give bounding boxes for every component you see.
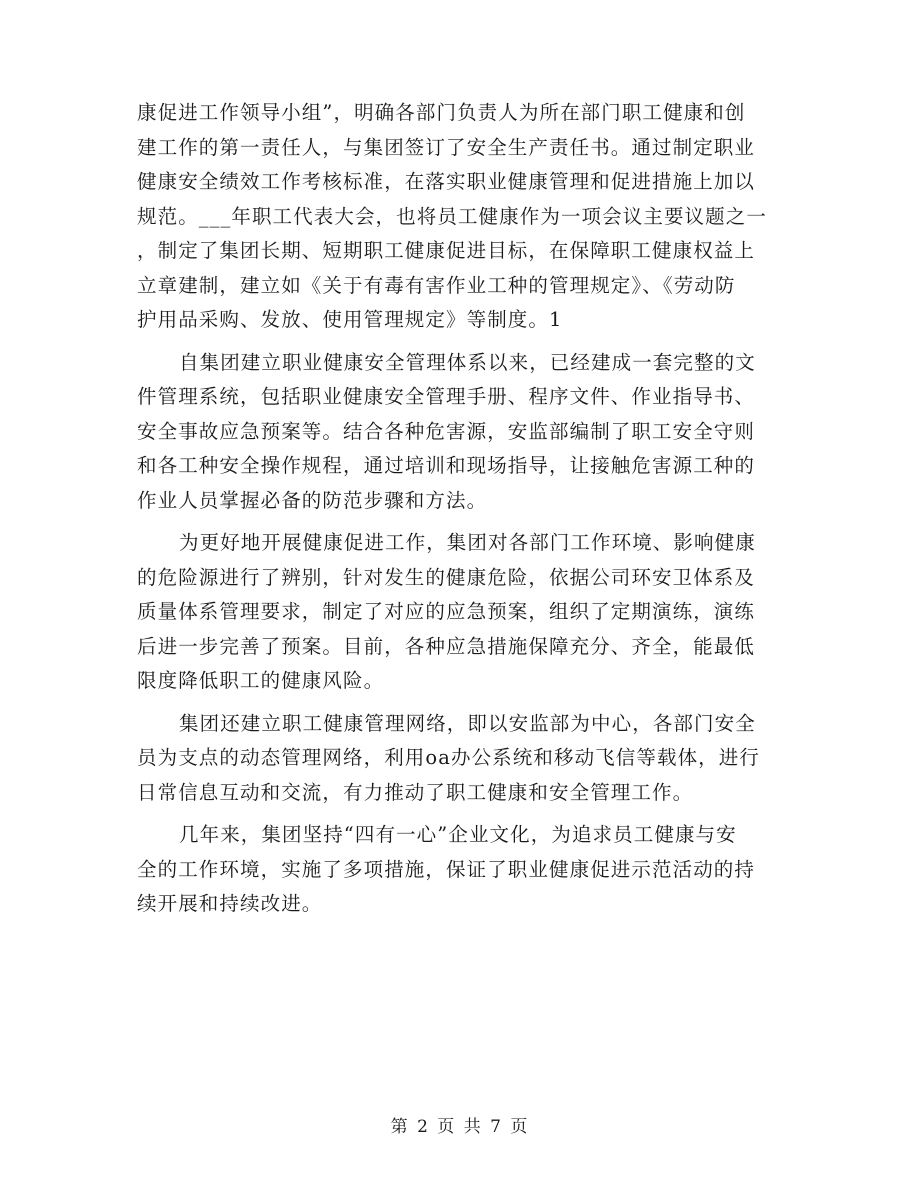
text-line: 规范。___年职工代表大会，也将员工健康作为一项会议主要议题之一 bbox=[137, 204, 767, 228]
text-line: 立章建制，建立如《关于有毒有害作业工种的管理规定》、《劳动防 bbox=[137, 273, 736, 297]
text-line: 续开展和持续改进。 bbox=[137, 892, 323, 915]
paragraph bbox=[137, 818, 780, 922]
total-page-count: 7 bbox=[490, 1117, 503, 1137]
text-line: 自集团建立职业健康安全管理体系以来，已经建成一套完整的文 bbox=[179, 350, 756, 374]
paragraph bbox=[137, 526, 780, 699]
text-line: 的危险源进行了辨别，针对发生的健康危险，依据公司环安卫体系及 bbox=[137, 565, 756, 589]
text-line: 员为支点的动态管理网络，利用oa办公系统和移动飞信等载体，进行 bbox=[137, 746, 760, 769]
text-line: 为更好地开展健康促进工作，集团对各部门工作环境、影响健康 bbox=[179, 531, 756, 554]
text-line: 几年来，集团坚持“四有一心”企业文化，为追求员工健康与安 bbox=[179, 823, 737, 846]
text-line: 建工作的第一责任人，与集团签订了安全生产责任书。通过制定职业 bbox=[137, 135, 756, 159]
text-line: 限度降低职工的健康风险。 bbox=[137, 669, 385, 692]
text-line: 集团还建立职工健康管理网络，即以安监部为中心，各部门安全 bbox=[179, 711, 756, 735]
text-line: 质量体系管理要求，制定了对应的应急预案，组织了定期演练，演练 bbox=[137, 600, 756, 623]
text-line: 安全事故应急预案等。结合各种危害源，安监部编制了职工安全守则 bbox=[137, 419, 756, 443]
footer-page-word: 页 bbox=[437, 1117, 457, 1137]
page-footer bbox=[0, 1112, 920, 1137]
text-line: 作业人员掌握必备的防范步骤和方法。 bbox=[137, 488, 488, 512]
paragraph bbox=[137, 346, 780, 519]
text-line: 件管理系统，包括职业健康安全管理手册、程序文件、作业指导书、 bbox=[137, 385, 756, 408]
document-body bbox=[137, 96, 780, 922]
text-line: 全的工作环境，实施了多项措施，保证了职业健康促进示范活动的持 bbox=[137, 857, 756, 881]
footer-suffix: 页 bbox=[510, 1117, 530, 1137]
text-line: 健康安全绩效工作考核标准，在落实职业健康管理和促进措施上加以 bbox=[137, 170, 756, 193]
footer-prefix: 第 bbox=[390, 1117, 410, 1137]
paragraph bbox=[137, 707, 780, 811]
text-line: 后进一步完善了预案。目前，各种应急措施保障充分、齐全，能最低 bbox=[137, 634, 756, 658]
text-line: ，制定了集团长期、短期职工健康促进目标，在保障职工健康权益上 bbox=[137, 239, 756, 262]
current-page-number: 2 bbox=[417, 1117, 430, 1137]
text-line: 日常信息互动和交流，有力推动了职工健康和安全管理工作。 bbox=[137, 780, 694, 804]
text-line: 康促进工作领导小组”，明确各部门负责人为所在部门职工健康和创 bbox=[137, 101, 746, 124]
paragraph bbox=[137, 96, 780, 338]
text-line: 护用品采购、发放、使用管理规定》等制度。1 bbox=[137, 308, 563, 331]
footer-total-word: 共 bbox=[463, 1117, 483, 1137]
text-line: 和各工种安全操作规程，通过培训和现场指导，让接触危害源工种的 bbox=[137, 454, 756, 477]
